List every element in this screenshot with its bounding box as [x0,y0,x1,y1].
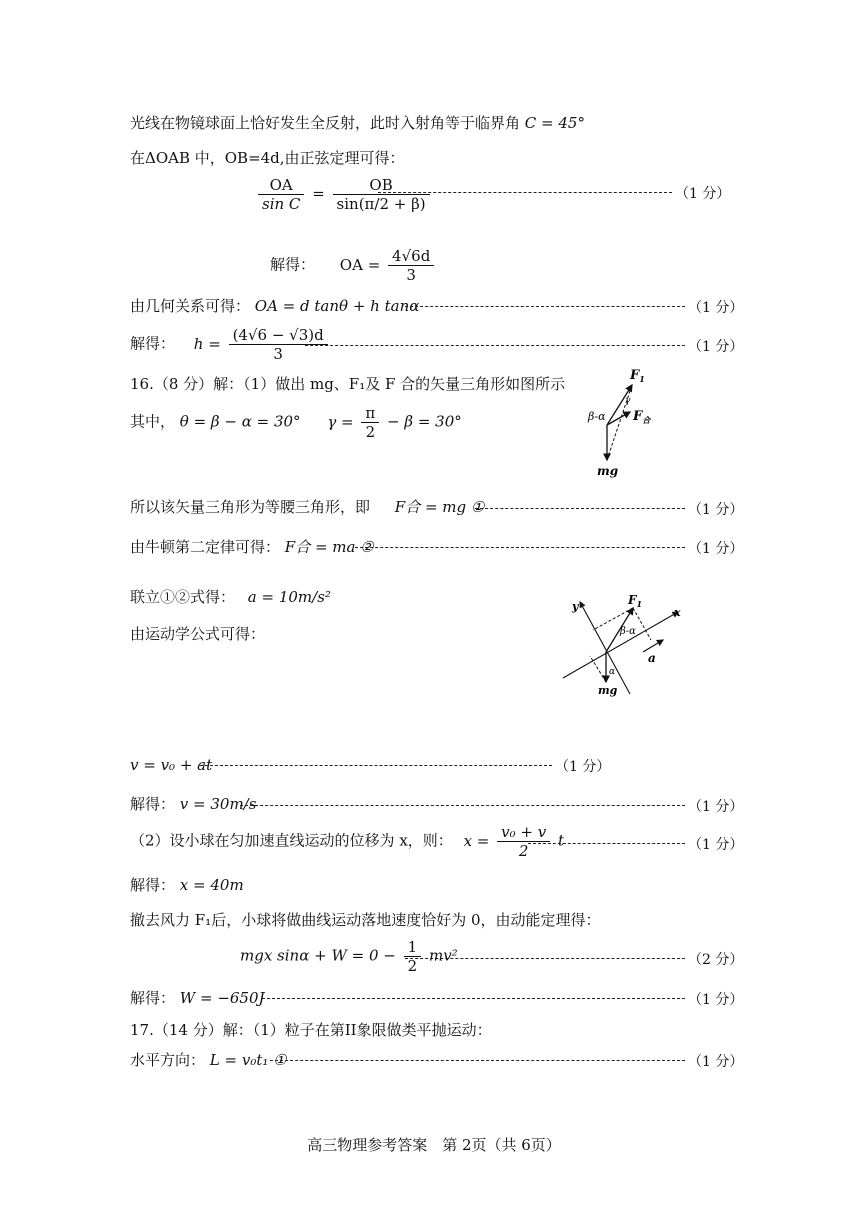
score-label: （1 分） [688,339,744,355]
mg-label: mg [598,684,618,697]
equals: = [312,184,325,203]
alpha-label: α [609,667,616,677]
text-line [130,497,484,517]
equation-lhs: h = [193,334,221,353]
equation: C = 45° [524,114,585,132]
equation-theta: θ = β − α = 30° [179,412,301,431]
denominator: 3 [273,345,283,363]
numerator: 4√6d [388,247,434,266]
score-label: （1 分） [555,759,611,775]
numerator: OA [258,176,304,195]
score-label: （1 分） [688,799,744,815]
line-text: 解得： [130,795,176,813]
line-text: 联立①②式得： [130,588,236,606]
equation: W = −650J [179,989,265,1007]
denominator: 3 [406,266,416,284]
fraction [497,823,550,860]
line-text: 由几何关系可得： [130,297,251,315]
fraction [333,176,430,213]
result-h [130,326,331,363]
text-line [130,1050,287,1070]
score-leader [405,958,685,959]
line-text: 其中， [130,412,176,431]
label: 解得： [130,334,176,353]
score-leader [240,805,685,806]
line-text: 解得： [130,989,176,1007]
score-leader [528,843,685,844]
gamma-label: γ [625,396,631,406]
line-text: 水平方向： [130,1051,206,1069]
text-line [130,537,374,557]
numerator: (4√6 − √3)d [229,326,328,345]
question-16-header: 16.（8 分）解：（1）做出 mg、F₁及 F 合的矢量三角形如图所示 [130,375,566,393]
x-label: x [674,606,681,619]
fraction [388,247,434,284]
denominator: 2 [518,842,529,860]
equation: L = v₀t₁ ① [209,1051,287,1069]
a-label: a [648,651,656,665]
text-line: 撤去风力 F₁后，小球将做曲线运动落地速度恰好为 0，由动能定理得： [130,911,601,929]
score-label: （1 分） [688,300,744,316]
line-text: 光线在物镜球面上恰好发生全反射，此时入射角等于临界角 [130,114,521,132]
score-label: （1 分） [688,541,744,557]
score-label: （1 分） [688,1054,744,1070]
equation-gamma-rest: − β = 30° [387,412,462,431]
y-label: y [572,600,579,613]
label: 解得： [270,255,316,274]
score-label: （1 分） [688,502,744,518]
equation: v = v₀ + at [130,756,213,774]
equation: F合 = mg ① [394,498,485,516]
text-line [130,296,419,316]
text-line: 在ΔOAB 中，OB=4d,由正弦定理可得： [130,149,405,167]
line-text: （2）设小球在匀加速直线运动的位移为 x，则： [130,831,453,850]
score-leader [270,1060,685,1061]
numerator: v₀ + v [497,823,550,842]
dashed-projection [590,656,606,682]
incline-axes-figure [558,590,688,700]
equation-lhs: OA = [339,255,381,274]
fraction [258,176,304,213]
equation: x = 40m [179,876,244,894]
text-line [130,794,256,814]
denominator: sin(π/2 + β) [336,195,426,213]
text-line [130,113,585,133]
text-line [130,404,462,441]
line-text: 解得： [130,876,176,894]
numerator: OB [333,176,430,195]
denominator: 2 [365,423,376,441]
fraction [404,938,422,975]
equation-sine-law [255,176,433,213]
f1-label: $F_1$ [628,593,643,609]
vector-triangle-figure [585,365,665,480]
result-oa [270,247,437,284]
score-leader [405,306,685,307]
denominator: 2 [407,957,418,975]
text-line [130,587,331,607]
beta-alpha-label: β-α [620,626,636,637]
page-footer: 高三物理参考答案 第 2页（共 6页） [307,1136,561,1154]
beta-alpha-label: β-α [588,410,606,423]
numerator: 1 [404,938,422,957]
text-line [130,875,244,895]
score-label: （2 分） [688,952,744,968]
score-leader [378,192,672,193]
line-text: 所以该矢量三角形为等腰三角形，即 [130,498,371,516]
question-17-header: 17.（14 分）解：（1）粒子在第II象限做类平抛运动： [130,1021,492,1039]
text-line: 由运动学公式可得： [130,625,266,643]
x-axis [563,612,678,678]
score-leader [262,998,685,999]
equation-lhs: x = [463,831,490,850]
energy-equation [240,938,458,975]
score-leader [305,345,685,346]
score-label: （1 分） [675,186,731,202]
equation: a = 10m/s² [247,588,331,606]
line-text: 由牛顿第二定律可得： [130,538,281,556]
f1-label: $F_1$ [630,368,645,384]
denominator: sin C [262,195,301,213]
score-leader [475,508,685,509]
score-label: （1 分） [688,837,744,853]
equation-gamma: γ = [327,412,354,431]
score-label: （1 分） [688,992,744,1008]
mg-label: mg [597,464,619,478]
text-line [130,988,265,1008]
fraction [361,404,379,441]
equation: OA = d tanθ + h tanα [254,297,420,315]
equation-tail: t [558,831,565,850]
equation: v = 30m/s [179,795,257,813]
score-leader [355,547,685,548]
equation: F合 = ma ② [284,538,374,556]
text-line [130,823,564,860]
equation-tail: mv² [428,946,458,965]
fhe-label: $F_合$ [633,409,651,425]
score-leader [200,765,552,766]
equation: mgx sinα + W = 0 − [240,946,396,965]
numerator: π [361,404,379,423]
